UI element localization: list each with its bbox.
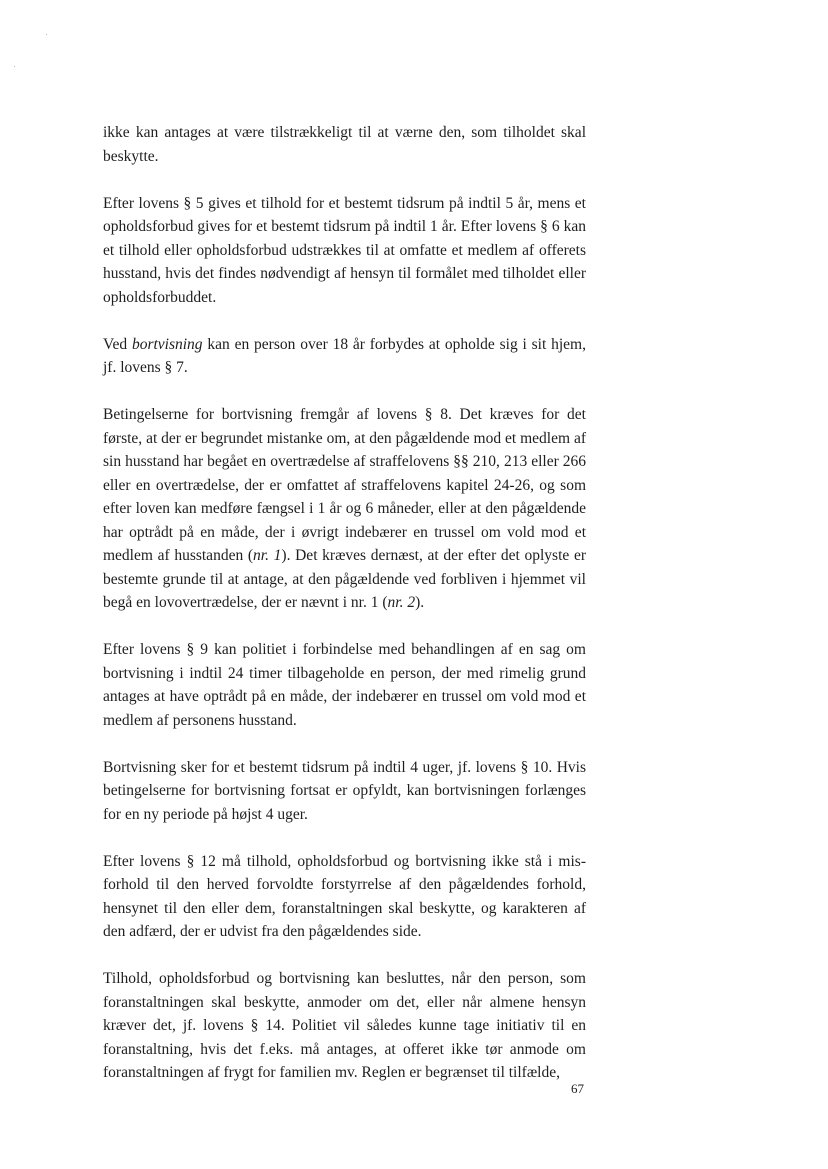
paragraph-text: Efter lovens § 5 gives et tilhold for et bestemt tidsrum på indtil 5 år, mens et opholdsforbud gives for et bestemt tidsrum på indtil 1 år. Efter lovens § 6 kan et tilhold eller opholdsforbud udstrækkes til at omfatte et medlem af offerets husstand, hvis det findes nødvendigt af hensyn til formålet med tilholdet eller opholdsforbuddet. (103, 194, 586, 306)
italic-text: nr. 1 (253, 547, 282, 564)
body-text (103, 121, 586, 1085)
paragraph (103, 121, 586, 168)
paragraph (103, 756, 586, 827)
paragraph-text: Ved (103, 335, 132, 353)
paragraph-text: ). (415, 594, 425, 611)
italic-text: bortvisning (131, 335, 203, 353)
paragraph-text: Efter lovens § 9 kan politiet i forbindelse med behandlingen af en sag om bortvisning i indtil 24 timer tilbageholde en person, der med rimelig grund antages at have optrådt på en måde, der indebærer en trussel om vold mod et medlem af personens husstand. (103, 641, 586, 729)
scan-speck (46, 34, 47, 35)
paragraph-text: ikke kan antages at være tilstrækkeligt til at værne den, som tilholdet skal beskytte. (103, 124, 586, 165)
paragraph (103, 967, 586, 1085)
paragraph-text: Tilhold, opholdsforbud og bortvisning kan besluttes, når den person, som foranstaltningen skal beskytte, anmoder om det, eller når almene hensyn kræver det, jf. lovens § 14. Politiet vil således kunne tage initiativ til en foranstaltning, hvis det f.eks. må antages, at offeret ikke tør anmode om foranstaltningen af frygt for familien mv. Reglen er begrænset til tilfælde, (103, 970, 586, 1081)
paragraph (103, 192, 586, 310)
paragraph (103, 333, 586, 380)
scan-speck (14, 66, 15, 67)
paragraph-text: kan en person over 18 år forbydes at opholde sig i sit hjem, jf. lovens § 7. (103, 335, 586, 376)
paragraph-text: Bortvisning sker for et bestemt tidsrum på indtil 4 uger, jf. lovens § 10. Hvis betingelserne for bortvisning fortsat er opfyldt, kan bortvisningen forlænges for en ny periode på højst 4 uger. (103, 758, 586, 823)
paragraph (103, 403, 586, 615)
italic-text: nr. 2 (387, 594, 416, 611)
paragraph (103, 850, 586, 944)
paragraph-text: Efter lovens § 12 må tilhold, opholdsforbud og bortvisning ikke stå i misforhold til den herved forvoldte forstyrrelse af den pågældendes forhold, hensynet til den eller dem, foranstaltningen skal beskytte, og karakteren af den adfærd, der er udvist fra den pågældendes side. (103, 852, 586, 940)
paragraph (103, 638, 586, 732)
paragraph-text: Betingelserne for bortvisning fremgår af lovens § 8. Det kræves for det første, at der er begrundet mistanke om, at den pågældende mod et medlem af sin husstand har begået en overtrædelse af straffelovens §§ 210, 213 eller 266 eller en overtrædelse, der er omfattet af straffelovens kapitel 24-26, og som efter loven kan medføre fængsel i 1 år og 6 måneder, eller at den pågældende har optrådt på en måde, der i øvrigt indebærer en trussel om vold mod et medlem af husstanden ( (103, 406, 586, 564)
paragraph-text: ). Det kræves dernæst, at der efter det oplyste er bestemte grunde til at antage, at den pågældende ved forbliven i hjemmet vil begå en lovovertrædelse, der er nævnt i nr. 1 ( (103, 547, 586, 611)
page-number: 67 (571, 1081, 584, 1096)
